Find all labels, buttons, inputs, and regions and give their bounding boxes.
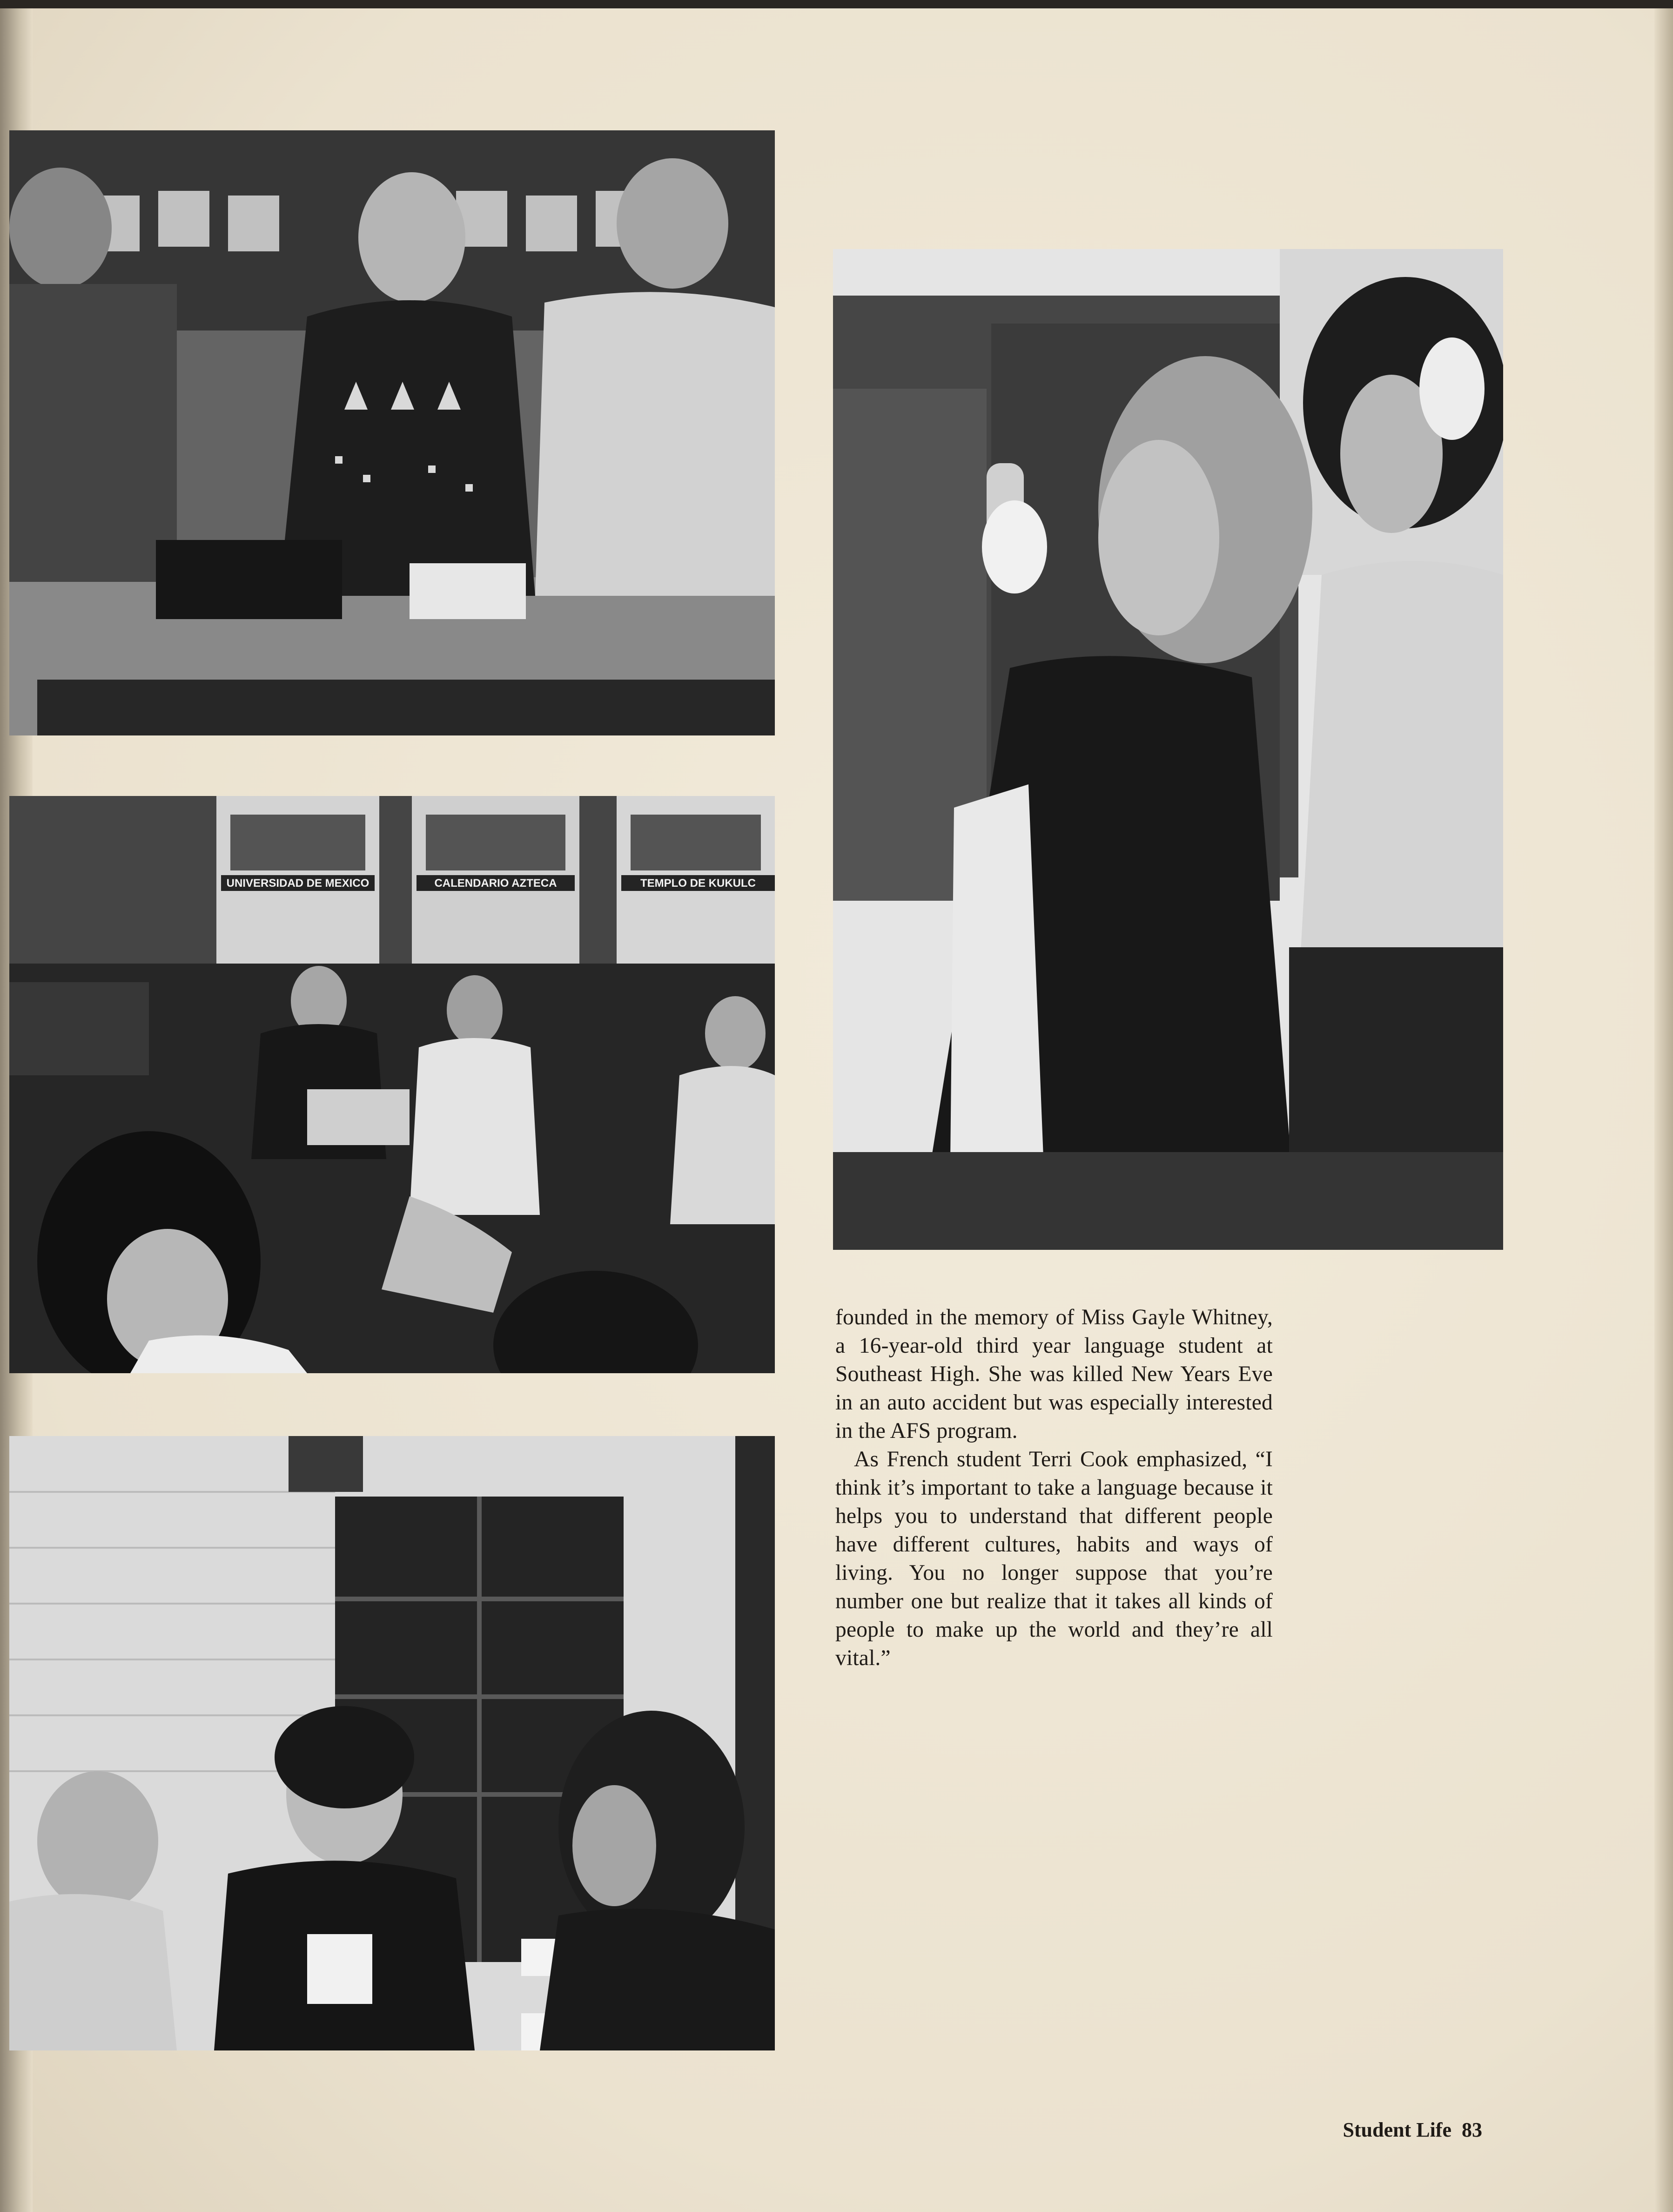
- top-edge-rule: [0, 0, 1673, 8]
- article-body: [835, 1303, 1273, 1672]
- page-folio: [1343, 2118, 1482, 2142]
- page-edge: [1654, 8, 1673, 2212]
- poster-caption-1: UNIVERSIDAD DE MEXICO: [226, 877, 370, 890]
- folio-section: Student Life: [1343, 2118, 1451, 2141]
- article-paragraph-2: As French student Terri Cook emphasized, “I think it’s important to take a language because it helps you to understand that different people have different cultures, habits and ways of living. You no longer suppose that you’re number one but realize that it takes all kinds of people to make up the world and they’re all vital.”: [835, 1447, 1273, 1670]
- article-paragraph-1: founded in the memory of Miss Gayle Whitney, a 16-year-old third year language student at Southeast High. She was killed New Years Eve in an auto accident but was especially interested in the AFS program.: [835, 1305, 1273, 1443]
- folio-page-number: 83: [1462, 2118, 1482, 2141]
- photo-students-at-table: [9, 130, 775, 735]
- poster-caption-2: CALENDARIO AZTECA: [434, 877, 557, 890]
- poster-caption-3: TEMPLO DE KUKULC: [640, 877, 756, 890]
- photo-classroom-posters: [9, 796, 775, 1373]
- photo-language-lab-headphones: [833, 249, 1503, 1250]
- photo-group-conversation: [9, 1436, 775, 2050]
